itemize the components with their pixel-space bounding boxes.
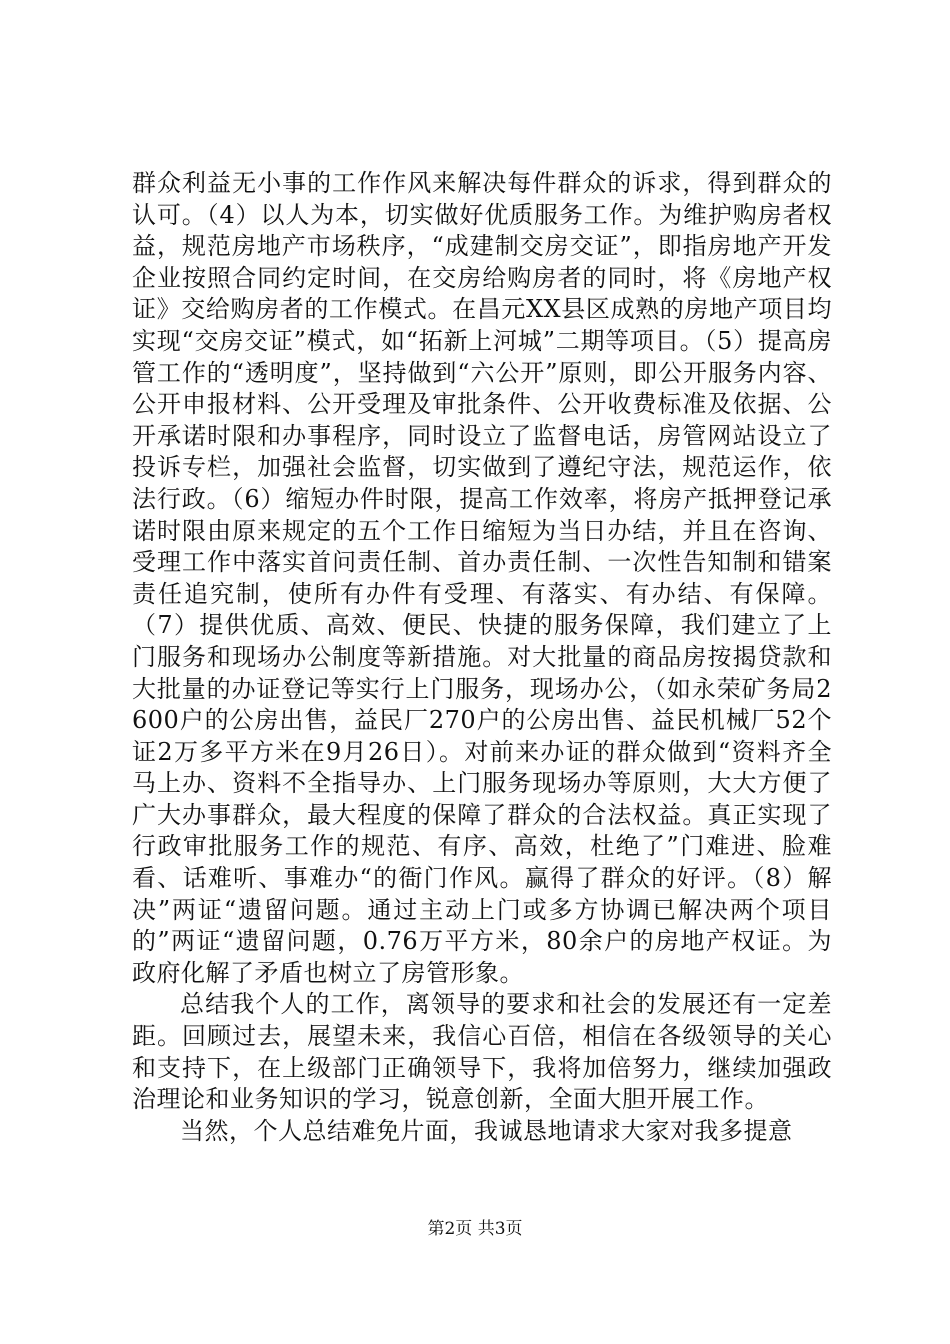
paragraph-closing: 当然，个人总结难免片面，我诚恳地请求大家对我多提意	[180, 1116, 793, 1145]
page-number-footer: 第2页 共3页	[427, 1219, 523, 1239]
document-body	[132, 168, 832, 1147]
paragraph-service-measures: 群众利益无小事的工作作风来解决每件群众的诉求，得到群众的认可。（4）以人为本，切实做好优质服务工作。为维护购房者权益，规范房地产市场秩序，“成建制交房交证”，即指房地产开发企业按照合同约定时间，在交房给购房者的同时，将《房地产权证》交给购房者的工作模式。在昌元XX县区成熟的房地产项目均实现“交房交证”模式，如“拓新上河城”二期等项目。（5）提高房管工作的“透明度”，坚持做到“六公开”原则，即公开服务内容、公开申报材料、公开受理及审批条件、公开收费标准及依据、公开承诺时限和办事程序，同时设立了监督电话，房管网站设立了投诉专栏，加强社会监督，切实做到了遵纪守法，规范运作，依法行政。（6）缩短办件时限，提高工作效率，将房产抵押登记承诺时限由原来规定的五个工作日缩短为当日办结，并且在咨询、受理工作中落实首问责任制、首办责任制、一次性告知制和错案责任追究制，使所有办件有受理、有落实、有办结、有保障。（7）提供优质、高效、便民、快捷的服务保障，我们建立了上门服务和现场办公制度等新措施。对大批量的商品房按揭贷款和大批量的办证登记等实行上门服务，现场办公，（如永荣矿务局2600户的公房出售，益民厂270户的公房出售、益民机械厂52个证2万多平方米在9月26日）。对前来办证的群众做到“资料齐全马上办、资料不全指导办、上门服务现场办等原则，大大方便了广大办事群众，最大程度的保障了群众的合法权益。真正实现了行政审批服务工作的规范、有序、高效，杜绝了”门难进、脸难看、话难听、事难办“的衙门作风。赢得了群众的好评。（8）解决”两证“遗留问题。通过主动上门或多方协调已解决两个项目的”两证“遗留问题，0.76万平方米，80余户的房地产权证。为政府化解了矛盾也树立了房管形象。	[132, 169, 832, 987]
paragraph-summary: 总结我个人的工作，离领导的要求和社会的发展还有一定差距。回顾过去，展望未来，我信心百倍，相信在各级领导的关心和支持下，在上级部门正确领导下，我将加倍努力，继续加强政治理论和业务知识的学习，锐意创新，全面大胆开展工作。	[132, 990, 832, 1114]
